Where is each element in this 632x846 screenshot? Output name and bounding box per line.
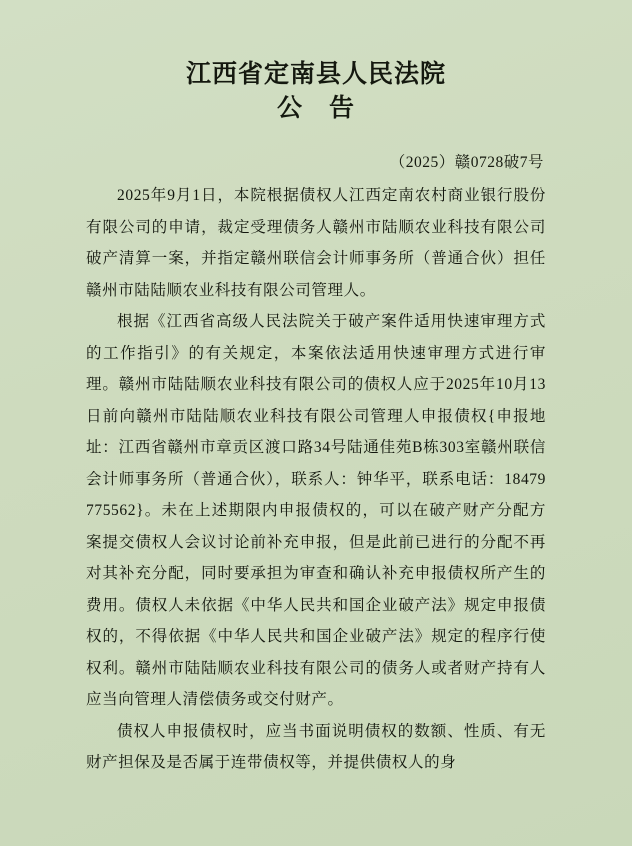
document-type: 公 告 (276, 95, 355, 122)
paragraph-3: 债权人申报债权时，应当书面说明债权的数额、性质、有无财产担保及是否属于连带债权等，并提供债权人的身 (86, 722, 546, 771)
document-title-block (86, 0, 546, 126)
paragraph-2: 根据《江西省高级人民法院关于破产案件适用快速审理方式的工作指引》的有关规定，本案依法适用快速审理方式进行审理。赣州市陆陆顺农业科技有限公司的债权人应于2025年10月13日前向赣州市陆陆顺农业科技有限公司管理人申报债权{申报地址：江西省赣州市章贡区渡口路34号陆通佳苑B栋303室赣州联信会计师事务所（普通合伙），联系人：钟华平，联系电话：18479775562}。未在上述期限内申报债权的，可以在破产财产分配方案提交债权人会议讨论前补充申报，但是此前已进行的分配不再对其补充分配，同时要承担为审查和确认补充申报债权所产生的费用。债权人未依据《中华人民共和国企业破产法》规定申报债权的，不得依据《中华人民共和国企业破产法》规定的程序行使权利。赣州市陆陆顺农业科技有限公司的债务人或者财产持有人应当向管理人清偿债务或交付财产。 (86, 313, 546, 708)
court-name: 江西省定南县人民法院 (185, 61, 446, 88)
case-number: （2025）赣0728破7号 (389, 154, 544, 171)
paragraph-1: 2025年9月1日，本院根据债权人江西定南农村商业银行股份有限公司的申请，裁定受理债务人赣州市陆顺农业科技有限公司破产清算一案，并指定赣州联信会计师事务所（普通合伙）担任赣州市陆陆顺农业科技有限公司管理人。 (86, 187, 546, 299)
document-body (86, 180, 546, 779)
